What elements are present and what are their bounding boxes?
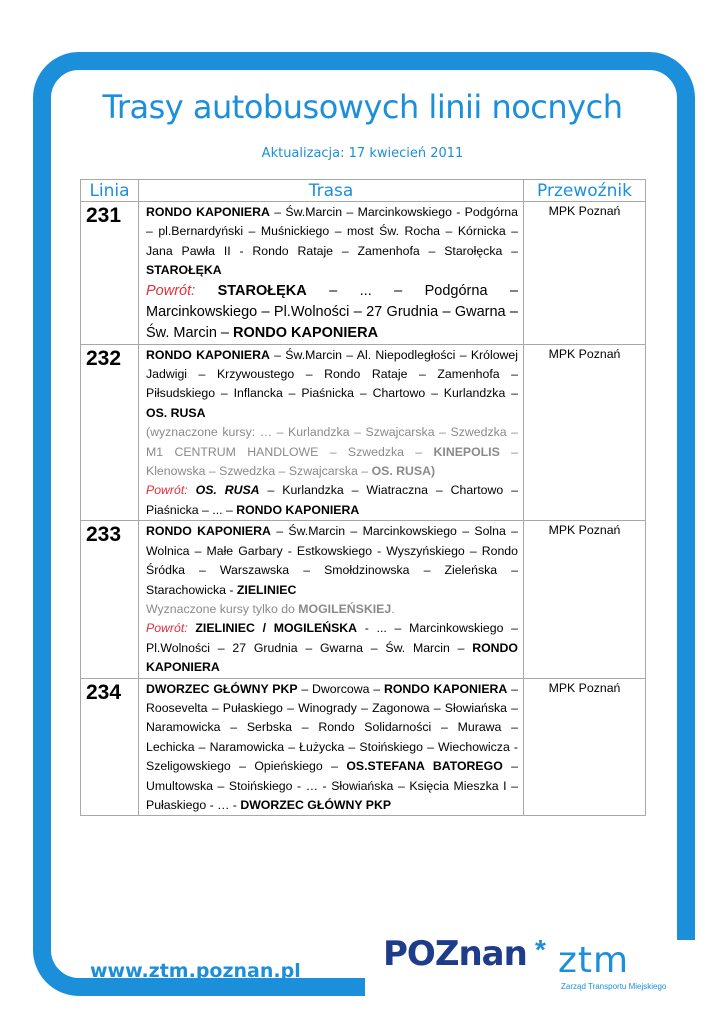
route-segment: – Roosevelta – Pułaskiego – Winogrady – Zagonowa – Słowiańska – Naramowicka – Serbska – Rondo Solidarności – Murawa – Lechicka – Naramowicka – Łużycka – Stoińskiego – Wiechowicza - Szeligowskiego – Opieńskiego – — [146, 681, 518, 774]
route-segment: RONDO KAPONIERA — [233, 324, 379, 341]
route-segment: DWORZEC GŁÓWNY PKP — [146, 681, 298, 696]
route-segment: – Dworcowa – — [297, 681, 384, 696]
route-segment: OS. RUSA — [146, 405, 206, 420]
route-description — [139, 202, 524, 345]
table-header-row — [81, 180, 646, 202]
carrier-name: MPK Poznań — [524, 678, 646, 816]
route-segment: STAROŁĘKA — [217, 282, 307, 299]
route-segment: – Kurlandzka – Wiatraczna – Chartowo – Piaśnicka – ... – — [146, 483, 518, 517]
route-segment: ZIELINIEC / MOGILEŃSKA — [195, 621, 358, 636]
table-row — [81, 202, 646, 345]
carrier-name: MPK Poznań — [524, 202, 646, 345]
asterisk-icon: * — [535, 934, 546, 965]
route-segment: – Św.Marcin – Marcinkowskiego – Solna – Wolnica – Małe Garbary - Estkowskiego - Wyszyńskiego – Rondo Śródka – Warszawska – Smołdzinowska – Zieleńska – Starachowicka - — [146, 524, 518, 597]
route-segment: DWORZEC GŁÓWNY PKP — [240, 797, 392, 812]
route-segment: Powrót: — [146, 483, 188, 498]
line-number: 231 — [81, 202, 139, 345]
route-segment: OS. RUSA — [195, 483, 260, 498]
logo-ztm-text: ztm — [558, 940, 630, 981]
route-segment: OS. RUSA) — [371, 464, 436, 479]
routes-table — [80, 179, 646, 816]
page-title: Trasy autobusowych linii nocnych — [102, 88, 623, 126]
route-segment: RONDO KAPONIERA — [236, 502, 360, 517]
route-segment: – Św.Marcin – Al. Niepodległości – Królowej Jadwigi – Krzywoustego – Rondo Rataje – Zamenhofa – Piłsudskiego – Inflancka – Piaśnicka – Chartowo – Kurlandzka – — [146, 347, 518, 401]
route-segment — [188, 483, 196, 497]
update-date: Aktualizacja: 17 kwiecień 2011 — [261, 146, 464, 161]
column-header-line: Linia — [81, 180, 139, 202]
poznan-ztm-logo — [383, 934, 667, 991]
logo-subtitle: Zarząd Transportu Miejskiego — [561, 982, 667, 991]
column-header-route: Trasa — [139, 180, 524, 202]
route-segment: . — [391, 601, 395, 616]
route-description — [139, 521, 524, 678]
logo-poznan-text: POZnan — [383, 934, 527, 974]
route-segment: – ... – Podgórna – Marcinkowskiego – Pl.Wolności – 27 Grudnia – Gwarna – Św. Marcin – — [146, 282, 518, 341]
route-segment: KINEPOLIS — [433, 444, 500, 459]
table-row — [81, 344, 646, 521]
line-number: 233 — [81, 521, 139, 678]
route-description — [139, 344, 524, 521]
route-segment: RONDO KAPONIERA — [146, 640, 518, 675]
column-header-carrier: Przewoźnik — [524, 180, 646, 202]
route-segment — [195, 283, 217, 299]
route-segment: RONDO KAPONIERA — [146, 205, 270, 219]
table-row — [81, 678, 646, 816]
route-segment: OS.STEFANA BATOREGO — [346, 759, 503, 774]
route-segment: - ... – Marcinkowskiego – Pl.Wolności – 27 Grudnia – Gwarna – Św. Marcin – — [146, 621, 518, 655]
route-segment: Powrót: — [146, 282, 196, 299]
route-segment: STAROŁĘKA — [146, 263, 222, 278]
route-segment: Powrót: — [146, 621, 188, 636]
carrier-name: MPK Poznań — [524, 521, 646, 678]
route-segment: RONDO KAPONIERA — [383, 681, 508, 696]
route-segment: RONDO KAPONIERA — [146, 524, 271, 539]
route-segment: – Św.Marcin – Marcinkowskiego - Podgórna – pl.Bernardyński – Muśnickiego – most Św. Rocha – Kórnicka – Jana Pawła II - Rondo Rataje – Zamenhofa – Starołęcka – — [146, 205, 518, 258]
route-segment: ZIELINIEC — [236, 582, 297, 597]
line-number: 232 — [81, 344, 139, 521]
website-link[interactable]: www.ztm.poznan.pl — [90, 960, 301, 982]
route-segment: MOGILEŃSKIEJ — [298, 601, 392, 616]
route-description — [139, 678, 524, 816]
route-segment: RONDO KAPONIERA — [146, 347, 270, 362]
route-segment: Wyznaczone kursy tylko do — [146, 601, 299, 616]
route-segment: – Umultowska – Stoińskiego - … - Słowiańska – Księcia Mieszka I – Pułaskiego - … - — [146, 759, 518, 812]
route-segment: (wyznaczone kursy: … – Kurlandzka – Szwajcarska – Szwedzka – M1 CENTRUM HANDLOWE – Szwedzka – — [146, 425, 518, 459]
line-number: 234 — [81, 678, 139, 816]
carrier-name: MPK Poznań — [524, 344, 646, 521]
route-segment: – Klenowska – Szwedzka – Szwajcarska – — [146, 444, 518, 479]
table-row — [81, 521, 646, 678]
